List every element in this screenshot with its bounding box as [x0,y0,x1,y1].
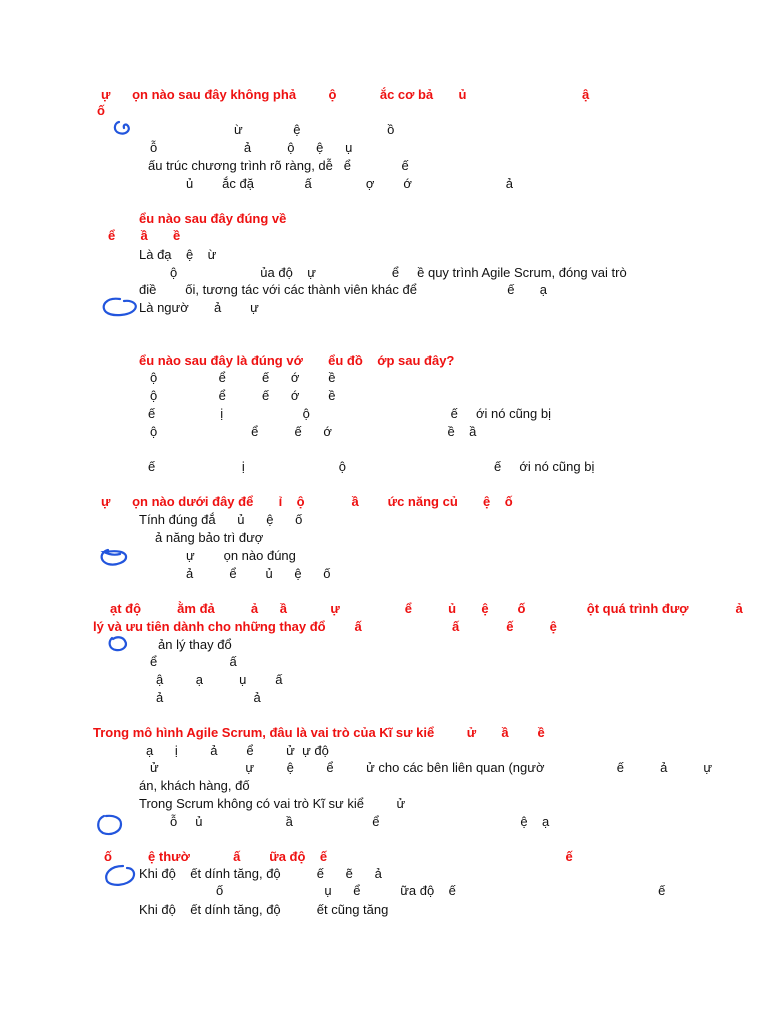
question-7-title: ố ệ thườ ấ ữa độ ế ế [104,849,573,864]
question-4-option-d: ả ể ủ ệ ố [186,566,331,581]
question-2-title: ểu nào sau đây đúng về [139,211,287,226]
circle-mark-icon [96,546,132,568]
question-6-option-e: ỗ ủ ầ ể ệ ạ [170,814,550,829]
question-5-option-b: ể ấ [150,654,237,669]
question-7-option-c: Khi độ ết dính tăng, độ ết cũng tăng [139,902,389,917]
question-1-title: ự ọn nào sau đây không phả ộ ắc cơ bả ủ ậ [101,87,590,102]
question-6-option-c: án, khách hàng, đố [139,778,250,793]
circle-mark-icon [106,633,132,655]
question-3-option-d: ộ ể ế ớ ề ầ [150,424,477,439]
question-6-option-a: ạ ị ả ể ử ự độ [146,743,329,758]
question-2-title-cont: ể ầ ề [108,228,181,243]
question-6-option-d: Trong Scrum không có vai trò Kĩ sư kiể ử [139,796,406,811]
question-4-option-a: Tính đúng đắ ủ ệ ố [139,512,303,527]
question-5-option-c: ậ ạ ụ ấ [156,672,283,687]
question-3-option-c: ế ị ộ ế ới nó cũng bị [148,406,551,421]
question-4-title: ự ọn nào dưới đây để ỉ ộ ầ ức năng củ ệ ố [101,494,513,509]
question-3-option-e: ế ị ộ ế ới nó cũng bị [148,459,595,474]
question-1-option-c: ấu trúc chương trình rõ ràng, dễ ể ế [148,158,409,173]
question-7-option-b: ố ụ ể ữa độ ế ế [216,883,666,898]
question-5-title: ạt độ ằm đả ả ầ ự ể ủ ệ ố ột quá trình đượ ả [110,601,743,616]
question-2-option-b: ộ ủa độ ự ể ề quy trình Agile Scrum, đóng vai trò [170,265,627,280]
question-4-option-c: ự ọn nào đúng [186,548,296,563]
question-3-title: ểu nào sau đây là đúng vớ ểu đồ ớp sau đây? [139,353,455,368]
question-3-option-a: ộ ể ế ớ ề [150,370,336,385]
question-2-option-c: điề ối, tương tác với các thành viên khác để ế ạ [139,282,547,297]
circle-mark-icon [111,119,133,137]
question-5-title-cont: lý và ưu tiên dành cho những thay đổ ấ ấ ế ệ [93,619,557,634]
question-2-option-a: Là đạ ệ ừ [139,247,217,262]
question-3-option-b: ộ ể ế ớ ề [150,388,336,403]
circle-mark-icon [98,294,140,322]
question-1-title-cont: ố [97,103,105,118]
question-7-option-a: Khi độ ết dính tăng, độ ế ẽ ả [139,866,382,881]
question-5-option-d: ả ả [156,690,261,705]
question-1-option-b: ỗ ả ộ ệ ụ [150,140,353,155]
circle-mark-icon [94,812,126,838]
circle-mark-icon [101,862,139,890]
question-4-option-b: ả năng bảo trì đượ [155,530,264,545]
question-5-option-a: ản lý thay đổ [158,637,232,652]
question-6-title: Trong mô hình Agile Scrum, đâu là vai trò của Kĩ sư kiể ử ầ ề [93,725,545,740]
question-1-option-d: ủ ắc đặ ấ ợ ớ ả [186,176,513,191]
question-1-option-a: ừ ệ ồ [234,122,395,137]
question-2-option-d: Là ngườ ả ự [139,300,259,315]
question-6-option-b: ử ự ệ ể ử cho các bên liên quan (ngườ ế ả ự [150,760,713,775]
